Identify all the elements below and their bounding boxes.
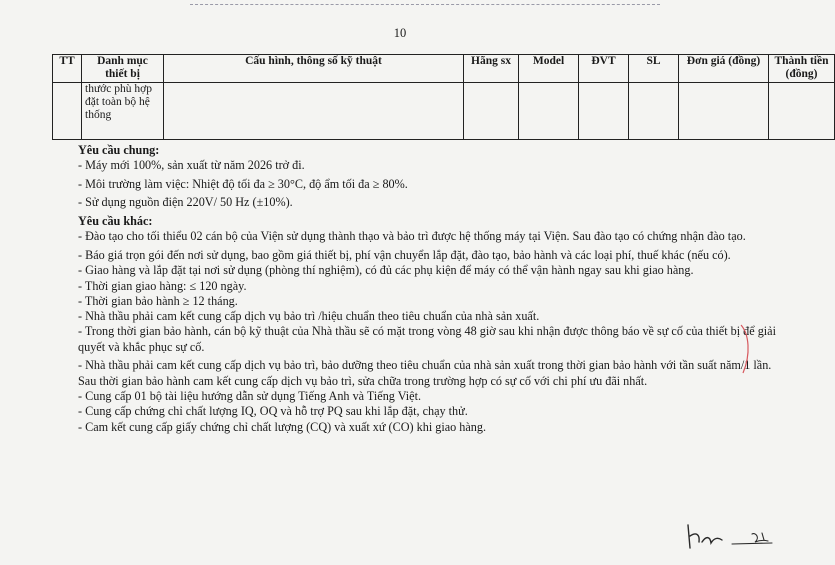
header-unit-price: Đơn giá (đồng) [679, 55, 769, 83]
header-total: Thành tiền (đồng) [769, 55, 835, 83]
general-item: - Môi trường làm việc: Nhiệt độ tối đa ≥ 30°C, độ ẩm tối đa ≥ 80%. [78, 176, 408, 191]
cell-unit-price [679, 83, 769, 140]
red-pen-mark [738, 324, 754, 374]
page-number: 10 [393, 26, 407, 40]
table-row [53, 83, 835, 140]
header-unit: ĐVT [579, 55, 629, 83]
header-model: Model [519, 55, 579, 83]
top-divider [190, 4, 660, 5]
handwritten-signature [730, 528, 776, 552]
table-header-row [53, 55, 835, 83]
equipment-table [52, 54, 835, 140]
other-item: - Thời gian bảo hành ≥ 12 tháng. [78, 293, 238, 308]
other-item: - Cung cấp chứng chỉ chất lượng IQ, OQ và hỗ trợ PQ sau khi lắp đặt, chạy thử. [78, 404, 468, 419]
cell-tt [53, 83, 82, 140]
other-item: - Thời gian giao hàng: ≤ 120 ngày. [78, 278, 247, 293]
cell-specs [164, 83, 464, 140]
other-item: - Cam kết cung cấp giấy chứng chỉ chất lượng (CQ) và xuất xứ (CO) khi giao hàng. [78, 419, 487, 434]
cell-unit [579, 83, 629, 140]
other-item: - Báo giá trọn gói đến nơi sử dụng, bao gồm giá thiết bị, phí vận chuyển lắp đặt, đào tạo, bảo hành và các loại phí, thuế khác (nếu có). [78, 247, 731, 262]
handwritten-initials [684, 522, 728, 552]
header-specs: Cấu hình, thông số kỹ thuật [164, 55, 464, 83]
other-item: - Trong thời gian bảo hành, cán bộ kỹ thuật của Nhà thầu sẽ có mặt trong vòng 48 giờ sau khi nhận được thông báo về sự cố của thiết bị để giải quyết và khắc phục sự cố. [78, 324, 776, 354]
cell-manufacturer [464, 83, 519, 140]
header-category: Danh mục thiết bị [82, 55, 164, 83]
cell-quantity [629, 83, 679, 140]
header-quantity: SL [629, 55, 679, 83]
header-manufacturer: Hãng sx [464, 55, 519, 83]
general-item: - Sử dụng nguồn điện 220V/ 50 Hz (±10%). [78, 195, 293, 210]
other-item: - Nhà thầu phải cam kết cung cấp dịch vụ bảo trì /hiệu chuẩn theo tiêu chuẩn của nhà sản xuất. [78, 309, 540, 324]
cell-total [769, 83, 835, 140]
requirements-section [78, 143, 788, 435]
other-item: - Nhà thầu phải cam kết cung cấp dịch vụ bảo trì, bảo dưỡng theo tiêu chuẩn của nhà sản xuất trong thời gian bảo hành với tần suất năm/1 lần. Sau thời gian bảo hành cam kết cung cấp dịch vụ bảo trì, sửa chữa trong trường hợp có sự cố với chi phí ưu đãi nhất. [78, 358, 772, 388]
other-item: - Cung cấp 01 bộ tài liệu hướng dẫn sử dụng Tiếng Anh và Tiếng Việt. [78, 388, 422, 403]
other-requirements-heading: Yêu cầu khác: [78, 214, 153, 229]
cell-model [519, 83, 579, 140]
other-item: - Giao hàng và lắp đặt tại nơi sử dụng (phòng thí nghiệm), có đủ các phụ kiện để máy có thể vận hành ngay sau khi giao hàng. [78, 263, 694, 278]
header-tt: TT [53, 55, 82, 83]
general-requirements-heading: Yêu cầu chung: [78, 143, 160, 157]
general-item: - Máy mới 100%, sản xuất từ năm 2026 trở đi. [78, 158, 305, 173]
cell-category: thước phù hợp đặt toàn bộ hệ thống [82, 83, 164, 140]
other-item: - Đào tạo cho tối thiểu 02 cán bộ của Viện sử dụng thành thạo và bảo trì được hệ thống máy tại Viện. Sau đào tạo có chứng nhận đào tạo. [78, 229, 746, 244]
